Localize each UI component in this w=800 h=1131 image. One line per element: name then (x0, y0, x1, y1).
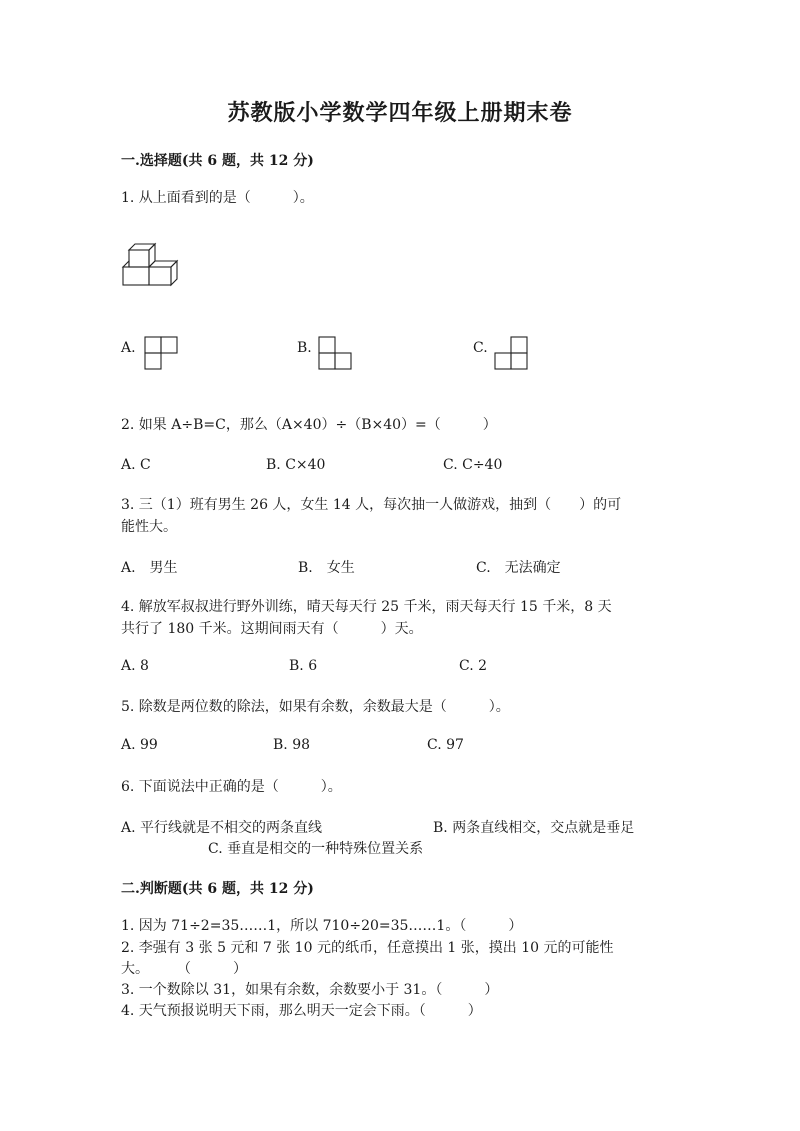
q6-option-b: B. 两条直线相交，交点就是垂足 (433, 820, 635, 836)
q1-option-c-label: C. (473, 340, 488, 356)
judge-item-1: 1. 因为 71÷2=35……1，所以 710÷20=35……1。（ ） (121, 918, 523, 934)
q5-option-b: B. 98 (273, 737, 311, 753)
question-4-line-2: 共行了 180 千米。这期间雨天有（ ）天。 (121, 621, 423, 637)
q1-option-b-label: B. (297, 340, 312, 356)
question-5-text: 5. 除数是两位数的除法，如果有余数，余数最大是（ ）。 (121, 699, 510, 715)
question-1-text: 1. 从上面看到的是（ ）。 (121, 190, 314, 206)
q4-option-c: C. 2 (459, 658, 488, 674)
q2-option-a: A. C (121, 457, 151, 473)
q3-option-c: C. 无法确定 (476, 560, 561, 576)
question-3-line-1: 3. 三（1）班有男生 26 人，女生 14 人，每次抽一人做游戏，抽到（ ）的可 (121, 497, 622, 513)
page-title: 苏教版小学数学四年级上册期末卷 (227, 100, 573, 126)
q1-option-a-figure (144, 336, 178, 370)
judge-item-2-line-2: 大。 （ ） (121, 961, 247, 977)
judge-item-2-line-1: 2. 李强有 3 张 5 元和 7 张 10 元的纸币，任意摸出 1 张，摸出 10 元的可能性 (121, 940, 614, 956)
judge-item-4: 4. 天气预报说明天下雨，那么明天一定会下雨。（ ） (121, 1003, 482, 1019)
q3-option-a: A. 男生 (121, 560, 178, 576)
section-heading-choice: 一.选择题(共 6 题，共 12 分) (121, 153, 314, 169)
cube-stack-figure (121, 242, 181, 288)
question-6-text: 6. 下面说法中正确的是（ ）。 (121, 779, 342, 795)
question-3-line-2: 能性大。 (121, 519, 177, 535)
q4-option-a: A. 8 (121, 658, 149, 674)
q4-option-b: B. 6 (289, 658, 318, 674)
section-heading-true-false: 二.判断题(共 6 题，共 12 分) (121, 881, 314, 897)
q2-option-b: B. C×40 (266, 457, 326, 473)
q1-option-a-label: A. (121, 340, 136, 356)
q6-option-a: A. 平行线就是不相交的两条直线 (121, 820, 323, 836)
q6-option-c: C. 垂直是相交的一种特殊位置关系 (208, 841, 424, 857)
q1-option-b-figure (318, 336, 352, 370)
q5-option-a: A. 99 (121, 737, 158, 753)
q5-option-c: C. 97 (427, 737, 464, 753)
q1-option-c-figure (494, 336, 528, 370)
judge-item-3: 3. 一个数除以 31，如果有余数，余数要小于 31。（ ） (121, 982, 499, 998)
q2-option-c: C. C÷40 (443, 457, 503, 473)
q3-option-b: B. 女生 (298, 560, 355, 576)
question-4-line-1: 4. 解放军叔叔进行野外训练，晴天每天行 25 千米，雨天每天行 15 千米，8 天 (121, 599, 612, 615)
question-2-text: 2. 如果 A÷B=C，那么（A×40）÷（B×40）=（ ） (121, 417, 497, 433)
